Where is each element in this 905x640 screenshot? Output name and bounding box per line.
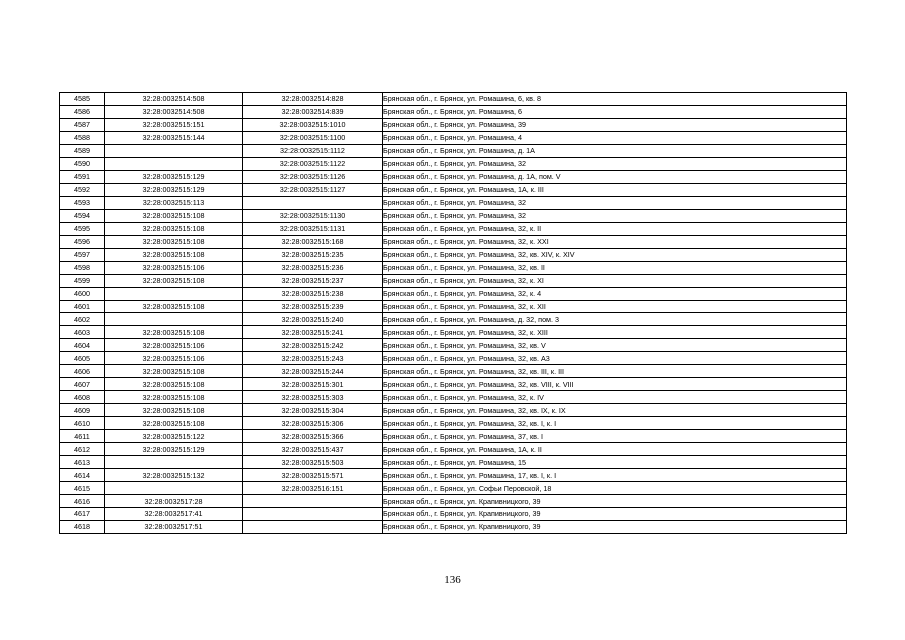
address-cell: Брянская обл., г. Брянск, ул. Крапивницкого, 39 xyxy=(383,495,847,508)
cadastral-object-cell: 32:28:0032514:828 xyxy=(243,93,383,106)
cadastral-parcel-cell: 32:28:0032517:51 xyxy=(105,520,243,533)
cadastral-parcel-cell: 32:28:0032515:108 xyxy=(105,222,243,235)
cadastral-object-cell: 32:28:0032515:235 xyxy=(243,248,383,261)
cadastral-parcel-cell: 32:28:0032515:106 xyxy=(105,352,243,365)
row-number-cell: 4592 xyxy=(60,183,105,196)
cadastral-object-cell: 32:28:0032515:1112 xyxy=(243,144,383,157)
row-number-cell: 4612 xyxy=(60,443,105,456)
address-cell: Брянская обл., г. Брянск, ул. Ромашина, 32, кв. VIII, к. VIII xyxy=(383,378,847,391)
row-number-cell: 4585 xyxy=(60,93,105,106)
cadastral-object-cell: 32:28:0032515:240 xyxy=(243,313,383,326)
table-row xyxy=(60,287,847,300)
address-cell: Брянская обл., г. Брянск, ул. Ромашина, д. 1А, пом. V xyxy=(383,170,847,183)
cadastral-parcel-cell: 32:28:0032515:129 xyxy=(105,443,243,456)
cadastral-parcel-cell: 32:28:0032515:108 xyxy=(105,326,243,339)
table-row xyxy=(60,105,847,118)
table-row xyxy=(60,326,847,339)
table-row xyxy=(60,482,847,495)
cadastral-parcel-cell: 32:28:0032515:151 xyxy=(105,118,243,131)
cadastral-parcel-cell: 32:28:0032515:108 xyxy=(105,300,243,313)
cadastral-object-cell: 32:28:0032515:304 xyxy=(243,404,383,417)
address-cell: Брянская обл., г. Брянск, ул. Ромашина, 6, кв. 8 xyxy=(383,93,847,106)
cadastral-parcel-cell xyxy=(105,287,243,300)
row-number-cell: 4598 xyxy=(60,261,105,274)
address-cell: Брянская обл., г. Брянск, ул. Ромашина, 32, кв. А3 xyxy=(383,352,847,365)
row-number-cell: 4614 xyxy=(60,469,105,482)
cadastral-object-cell xyxy=(243,196,383,209)
cadastral-object-cell: 32:28:0032515:303 xyxy=(243,391,383,404)
table-row xyxy=(60,93,847,106)
address-cell: Брянская обл., г. Брянск, ул. Ромашина, 6 xyxy=(383,105,847,118)
row-number-cell: 4613 xyxy=(60,456,105,469)
cadastral-parcel-cell: 32:28:0032515:122 xyxy=(105,430,243,443)
address-cell: Брянская обл., г. Брянск, ул. Ромашина, 17, кв. I, к. I xyxy=(383,469,847,482)
address-cell: Брянская обл., г. Брянск, ул. Ромашина, 32, к. XIII xyxy=(383,326,847,339)
row-number-cell: 4608 xyxy=(60,391,105,404)
cadastral-parcel-cell: 32:28:0032515:108 xyxy=(105,209,243,222)
cadastral-object-cell: 32:28:0032515:237 xyxy=(243,274,383,287)
cadastral-object-cell: 32:28:0032515:306 xyxy=(243,417,383,430)
address-cell: Брянская обл., г. Брянск, ул. Ромашина, 32, кв. II xyxy=(383,261,847,274)
table-row xyxy=(60,131,847,144)
table-row xyxy=(60,495,847,508)
cadastral-object-cell: 32:28:0032515:168 xyxy=(243,235,383,248)
address-cell: Брянская обл., г. Брянск, ул. Крапивницкого, 39 xyxy=(383,508,847,521)
table-row xyxy=(60,430,847,443)
cadastral-parcel-cell: 32:28:0032515:108 xyxy=(105,235,243,248)
cadastral-object-cell xyxy=(243,508,383,521)
address-cell: Брянская обл., г. Брянск, ул. Ромашина, 1А, к. III xyxy=(383,183,847,196)
address-cell: Брянская обл., г. Брянск, ул. Ромашина, 32, к. IV xyxy=(383,391,847,404)
cadastral-parcel-cell xyxy=(105,157,243,170)
address-cell: Брянская обл., г. Брянск, ул. Ромашина, 39 xyxy=(383,118,847,131)
cadastral-object-cell: 32:28:0032515:366 xyxy=(243,430,383,443)
page-number: 136 xyxy=(444,574,461,586)
address-cell: Брянская обл., г. Брянск, ул. Ромашина, 32 xyxy=(383,157,847,170)
cadastral-object-cell: 32:28:0032515:236 xyxy=(243,261,383,274)
cadastral-parcel-cell: 32:28:0032515:108 xyxy=(105,248,243,261)
table-row xyxy=(60,339,847,352)
address-cell: Брянская обл., г. Брянск, ул. Ромашина, 32, к. XI xyxy=(383,274,847,287)
row-number-cell: 4603 xyxy=(60,326,105,339)
address-cell: Брянская обл., г. Брянск, ул. Ромашина, 32, к. XII xyxy=(383,300,847,313)
table-row xyxy=(60,261,847,274)
row-number-cell: 4601 xyxy=(60,300,105,313)
cadastral-parcel-cell xyxy=(105,456,243,469)
row-number-cell: 4605 xyxy=(60,352,105,365)
cadastral-object-cell xyxy=(243,495,383,508)
cadastral-parcel-cell: 32:28:0032515:113 xyxy=(105,196,243,209)
table-row xyxy=(60,378,847,391)
table-row xyxy=(60,235,847,248)
row-number-cell: 4591 xyxy=(60,170,105,183)
address-cell: Брянская обл., г. Брянск, ул. Ромашина, 32 xyxy=(383,209,847,222)
table-row xyxy=(60,183,847,196)
cadastral-object-cell: 32:28:0032515:1127 xyxy=(243,183,383,196)
cadastral-object-cell: 32:28:0032515:243 xyxy=(243,352,383,365)
table-row xyxy=(60,520,847,533)
table-row xyxy=(60,456,847,469)
address-cell: Брянская обл., г. Брянск, ул. Ромашина, 37, кв. I xyxy=(383,430,847,443)
cadastral-object-cell: 32:28:0032516:151 xyxy=(243,482,383,495)
cadastral-table xyxy=(59,92,847,534)
row-number-cell: 4588 xyxy=(60,131,105,144)
cadastral-object-cell: 32:28:0032515:301 xyxy=(243,378,383,391)
row-number-cell: 4599 xyxy=(60,274,105,287)
table-row xyxy=(60,365,847,378)
cadastral-object-cell: 32:28:0032515:1010 xyxy=(243,118,383,131)
row-number-cell: 4600 xyxy=(60,287,105,300)
cadastral-parcel-cell: 32:28:0032515:106 xyxy=(105,339,243,352)
row-number-cell: 4594 xyxy=(60,209,105,222)
cadastral-object-cell: 32:28:0032515:437 xyxy=(243,443,383,456)
cadastral-parcel-cell: 32:28:0032517:41 xyxy=(105,508,243,521)
row-number-cell: 4595 xyxy=(60,222,105,235)
address-cell: Брянская обл., г. Брянск, ул. Ромашина, д. 1А xyxy=(383,144,847,157)
cadastral-parcel-cell: 32:28:0032515:132 xyxy=(105,469,243,482)
table-row xyxy=(60,196,847,209)
cadastral-object-cell: 32:28:0032515:239 xyxy=(243,300,383,313)
table-row xyxy=(60,170,847,183)
cadastral-parcel-cell: 32:28:0032515:108 xyxy=(105,378,243,391)
table-row xyxy=(60,274,847,287)
cadastral-object-cell: 32:28:0032514:839 xyxy=(243,105,383,118)
table-row xyxy=(60,144,847,157)
address-cell: Брянская обл., г. Брянск, ул. Ромашина, 32, к. 4 xyxy=(383,287,847,300)
cadastral-parcel-cell: 32:28:0032515:108 xyxy=(105,365,243,378)
address-cell: Брянская обл., г. Брянск, ул. Ромашина, 32, к. II xyxy=(383,222,847,235)
cadastral-parcel-cell xyxy=(105,482,243,495)
address-cell: Брянская обл., г. Брянск, ул. Ромашина, 15 xyxy=(383,456,847,469)
cadastral-object-cell: 32:28:0032515:1130 xyxy=(243,209,383,222)
cadastral-object-cell: 32:28:0032515:238 xyxy=(243,287,383,300)
address-cell: Брянская обл., г. Брянск, ул. Ромашина, 32, кв. I, к. I xyxy=(383,417,847,430)
cadastral-object-cell: 32:28:0032515:571 xyxy=(243,469,383,482)
row-number-cell: 4586 xyxy=(60,105,105,118)
row-number-cell: 4606 xyxy=(60,365,105,378)
cadastral-object-cell: 32:28:0032515:1100 xyxy=(243,131,383,144)
cadastral-object-cell: 32:28:0032515:241 xyxy=(243,326,383,339)
address-cell: Брянская обл., г. Брянск, ул. Ромашина, 32 xyxy=(383,196,847,209)
row-number-cell: 4617 xyxy=(60,508,105,521)
cadastral-object-cell xyxy=(243,520,383,533)
cadastral-parcel-cell xyxy=(105,144,243,157)
table-row xyxy=(60,404,847,417)
address-cell: Брянская обл., г. Брянск, ул. Ромашина, 32, к. XXI xyxy=(383,235,847,248)
cadastral-parcel-cell: 32:28:0032515:108 xyxy=(105,417,243,430)
row-number-cell: 4610 xyxy=(60,417,105,430)
row-number-cell: 4604 xyxy=(60,339,105,352)
address-cell: Брянская обл., г. Брянск, ул. Ромашина, 1А, к. II xyxy=(383,443,847,456)
cadastral-parcel-cell: 32:28:0032515:106 xyxy=(105,261,243,274)
cadastral-parcel-cell: 32:28:0032515:144 xyxy=(105,131,243,144)
address-cell: Брянская обл., г. Брянск, ул. Ромашина, д. 32, пом. 3 xyxy=(383,313,847,326)
row-number-cell: 4587 xyxy=(60,118,105,131)
row-number-cell: 4602 xyxy=(60,313,105,326)
table-row xyxy=(60,313,847,326)
cadastral-parcel-cell: 32:28:0032515:129 xyxy=(105,170,243,183)
cadastral-object-cell: 32:28:0032515:1126 xyxy=(243,170,383,183)
cadastral-object-cell: 32:28:0032515:244 xyxy=(243,365,383,378)
table-row xyxy=(60,300,847,313)
table-row xyxy=(60,352,847,365)
row-number-cell: 4590 xyxy=(60,157,105,170)
cadastral-object-cell: 32:28:0032515:242 xyxy=(243,339,383,352)
row-number-cell: 4616 xyxy=(60,495,105,508)
cadastral-parcel-cell: 32:28:0032515:108 xyxy=(105,404,243,417)
table-row xyxy=(60,508,847,521)
row-number-cell: 4597 xyxy=(60,248,105,261)
address-cell: Брянская обл., г. Брянск, ул. Ромашина, 32, кв. V xyxy=(383,339,847,352)
row-number-cell: 4611 xyxy=(60,430,105,443)
cadastral-parcel-cell: 32:28:0032515:129 xyxy=(105,183,243,196)
table-body xyxy=(60,93,847,534)
address-cell: Брянская обл., г. Брянск, ул. Крапивницкого, 39 xyxy=(383,520,847,533)
table-row xyxy=(60,118,847,131)
table-row xyxy=(60,248,847,261)
row-number-cell: 4618 xyxy=(60,520,105,533)
address-cell: Брянская обл., г. Брянск, ул. Ромашина, 4 xyxy=(383,131,847,144)
cadastral-object-cell: 32:28:0032515:503 xyxy=(243,456,383,469)
row-number-cell: 4589 xyxy=(60,144,105,157)
address-cell: Брянская обл., г. Брянск, ул. Ромашина, 32, кв. XIV, к. XIV xyxy=(383,248,847,261)
table-row xyxy=(60,417,847,430)
row-number-cell: 4607 xyxy=(60,378,105,391)
row-number-cell: 4609 xyxy=(60,404,105,417)
table-row xyxy=(60,391,847,404)
row-number-cell: 4615 xyxy=(60,482,105,495)
table-row xyxy=(60,443,847,456)
table-row xyxy=(60,469,847,482)
cadastral-parcel-cell: 32:28:0032514:508 xyxy=(105,93,243,106)
table-row xyxy=(60,222,847,235)
table-row xyxy=(60,209,847,222)
row-number-cell: 4593 xyxy=(60,196,105,209)
cadastral-parcel-cell xyxy=(105,313,243,326)
cadastral-parcel-cell: 32:28:0032517:28 xyxy=(105,495,243,508)
cadastral-object-cell: 32:28:0032515:1131 xyxy=(243,222,383,235)
cadastral-parcel-cell: 32:28:0032515:108 xyxy=(105,274,243,287)
table-row xyxy=(60,157,847,170)
cadastral-object-cell: 32:28:0032515:1122 xyxy=(243,157,383,170)
cadastral-parcel-cell: 32:28:0032515:108 xyxy=(105,391,243,404)
address-cell: Брянская обл., г. Брянск, ул. Софьи Перовской, 18 xyxy=(383,482,847,495)
row-number-cell: 4596 xyxy=(60,235,105,248)
address-cell: Брянская обл., г. Брянск, ул. Ромашина, 32, кв. IX, к. IX xyxy=(383,404,847,417)
address-cell: Брянская обл., г. Брянск, ул. Ромашина, 32, кв. III, к. III xyxy=(383,365,847,378)
cadastral-parcel-cell: 32:28:0032514:508 xyxy=(105,105,243,118)
